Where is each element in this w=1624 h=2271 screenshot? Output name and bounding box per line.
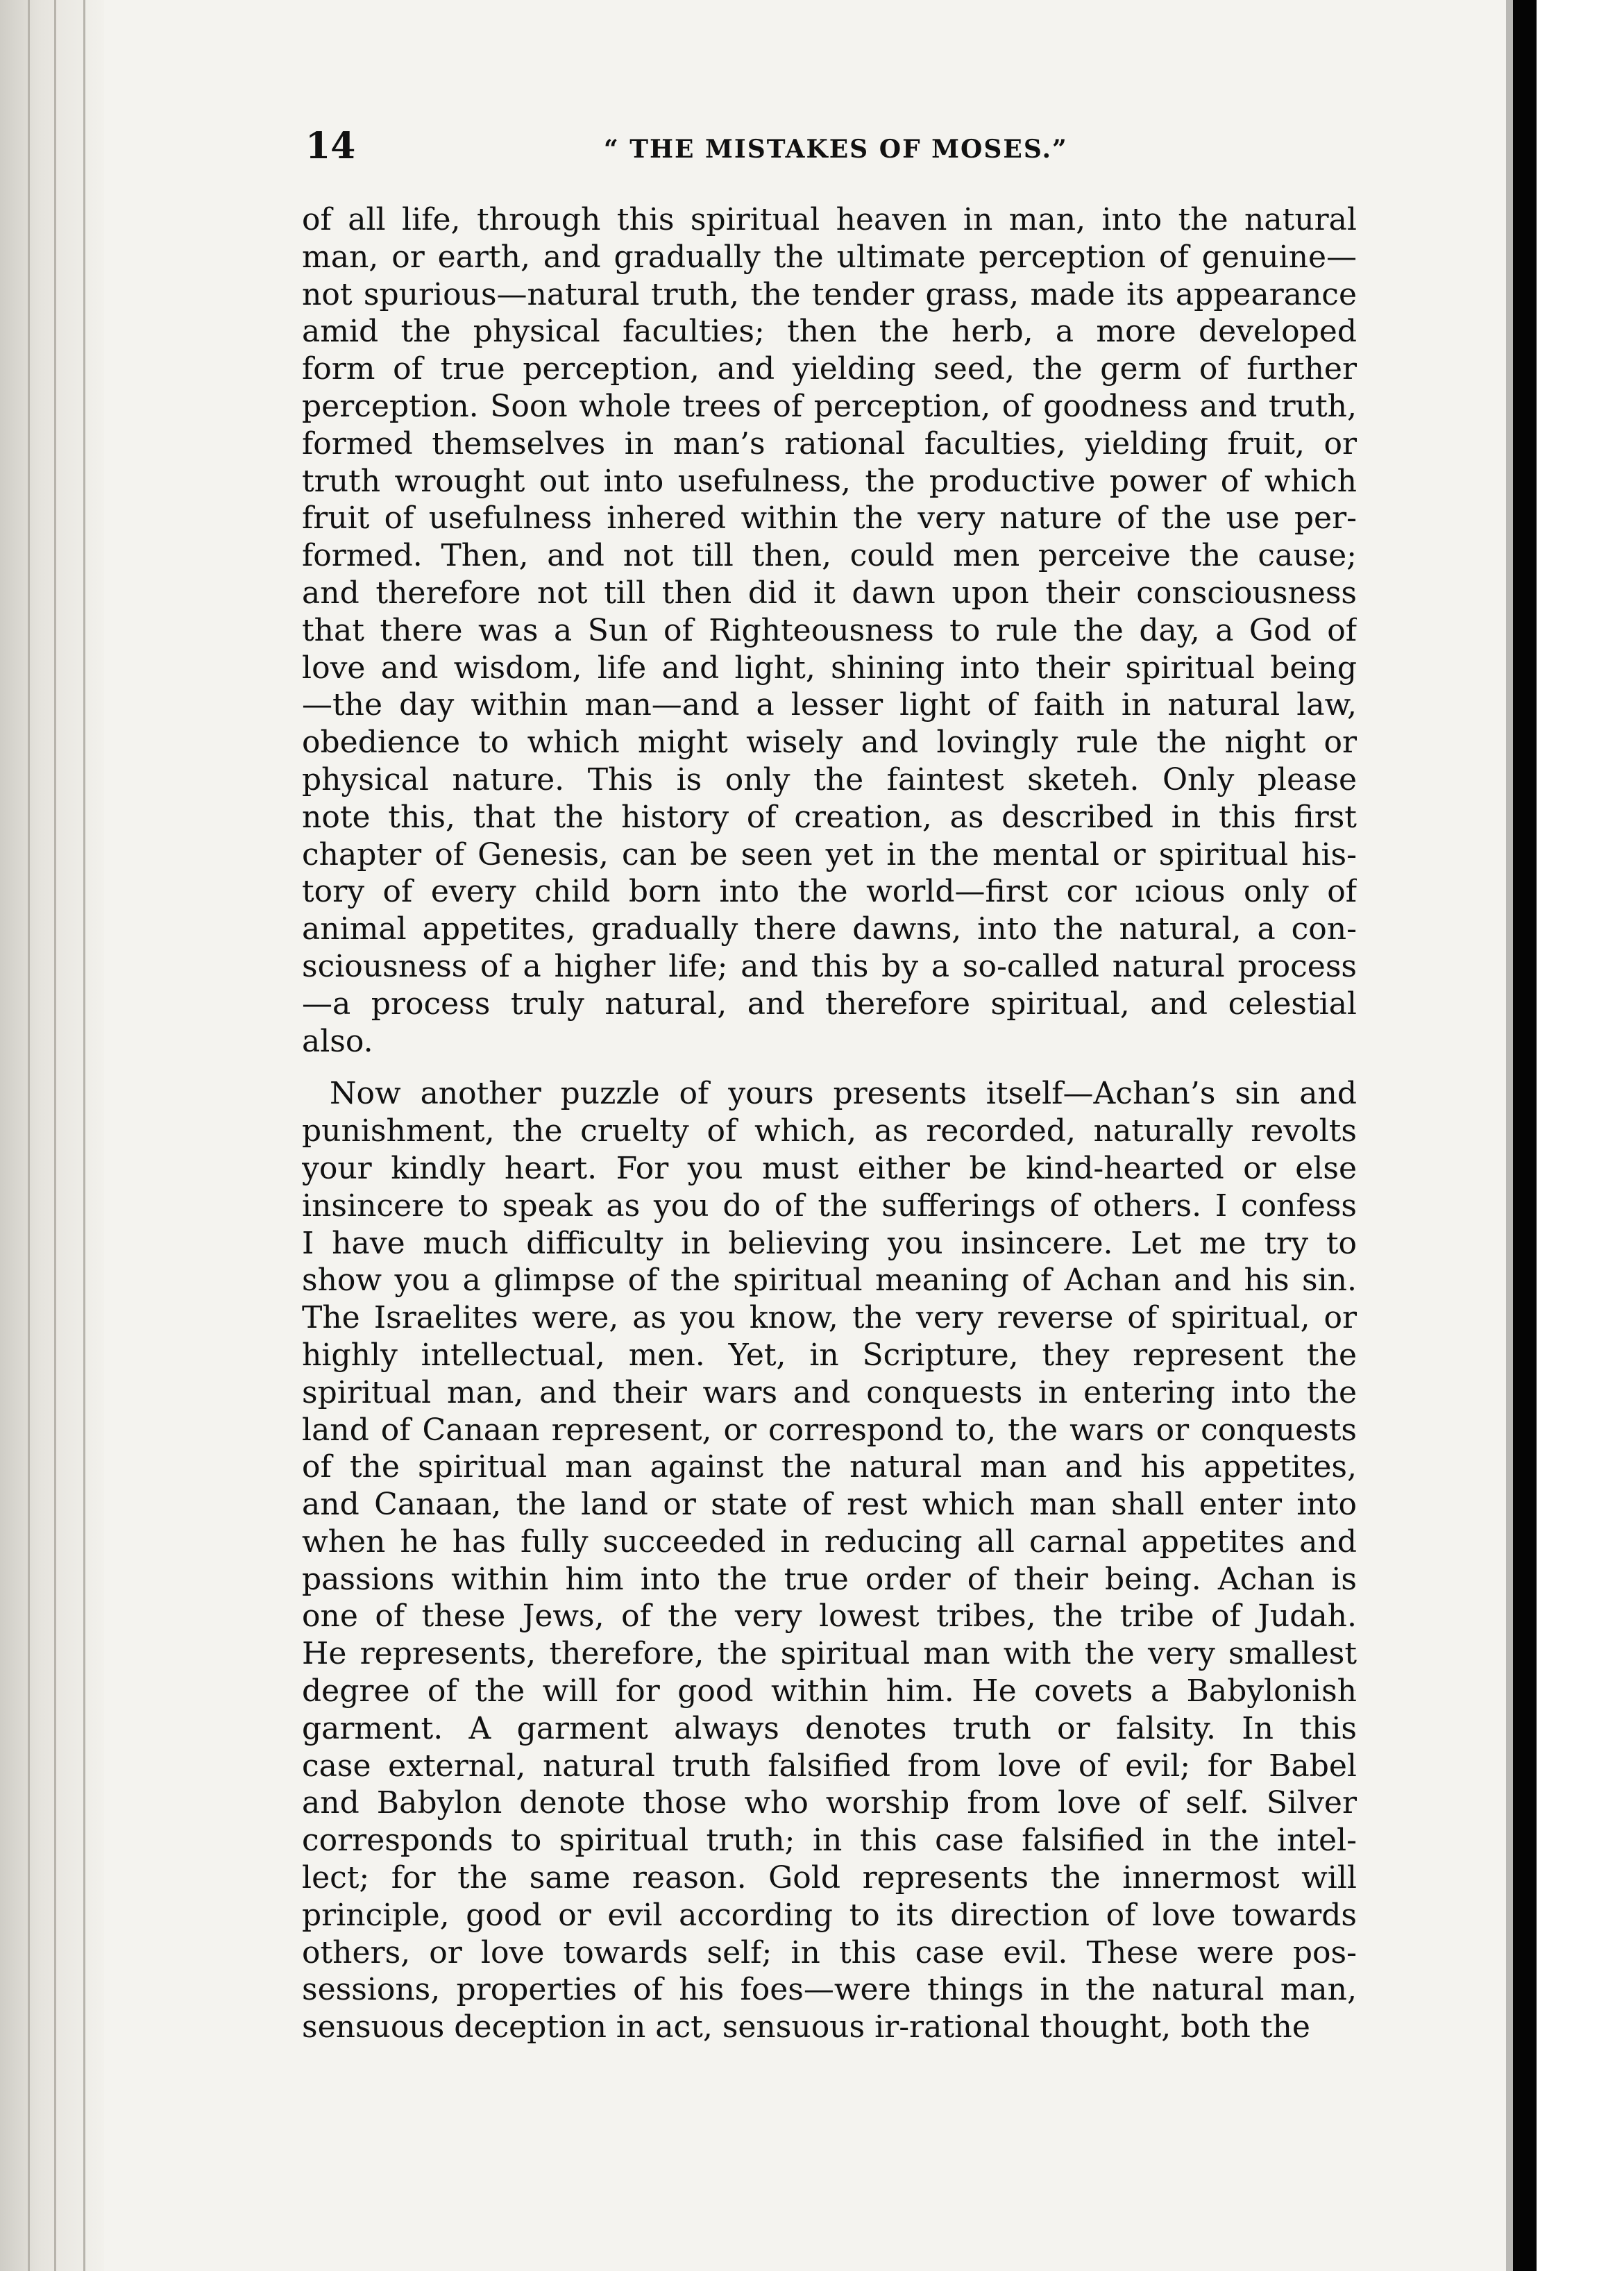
text-line: sessions, properties of his foes—were things in the natural man, <box>302 1972 1357 2008</box>
binding-line <box>83 0 85 2271</box>
paragraph <box>302 201 1357 1060</box>
text-line: formed. Then, and not till then, could men perceive the cause; <box>302 538 1357 574</box>
text-line: lect; for the same reason. Gold represents the innermost will <box>302 1860 1357 1896</box>
binding-line <box>28 0 30 2271</box>
text-line: —the day within man—and a lesser light of faith in natural law, <box>302 687 1357 723</box>
page-number: 14 <box>305 125 356 167</box>
text-line: and Canaan, the land or state of rest which man shall enter into <box>302 1487 1357 1523</box>
text-line: case external, natural truth falsified from love of evil; for Babel <box>302 1748 1357 1784</box>
scan-dark-border <box>1513 0 1537 2271</box>
text-line: not spurious—natural truth, the tender grass, made its appearance <box>302 276 1357 312</box>
text-line: spiritual man, and their wars and conquests in entering into the <box>302 1374 1357 1410</box>
text-line: when he has fully succeeded in reducing all carnal appetites and <box>302 1523 1357 1560</box>
text-line: amid the physical faculties; then the herb, a more developed <box>302 314 1357 350</box>
text-line: animal appetites, gradually there dawns, into the natural, a con- <box>302 911 1357 947</box>
paragraph-gap <box>302 1060 1357 1075</box>
text-line: sensuous deception in act, sensuous ir-rational thought, both the <box>302 2009 1310 2045</box>
text-line: garment. A garment always denotes truth or falsity. In this <box>302 1710 1357 1746</box>
text-line: chapter of Genesis, can be seen yet in the mental or spiritual his- <box>302 836 1357 872</box>
page-header <box>305 125 1360 180</box>
text-line: highly intellectual, men. Yet, in Scripture, they represent the <box>302 1337 1357 1373</box>
text-line: The Israelites were, as you know, the very reverse of spiritual, or <box>302 1300 1357 1336</box>
page-binding-edge <box>0 0 104 2271</box>
scan-right-border <box>1506 0 1624 2271</box>
body-text <box>302 201 1357 2046</box>
text-line: sciousness of a higher life; and this by a so-called natural process <box>302 948 1357 984</box>
text-line: Now another puzzle of yours presents itself—Achan’s sin and <box>330 1076 1357 1112</box>
text-line: and Babylon denote those who worship from love of self. Silver <box>302 1785 1357 1821</box>
text-line: others, or love towards self; in this case evil. These were pos- <box>302 1934 1357 1970</box>
text-line: and therefore not till then did it dawn upon their consciousness <box>302 575 1357 611</box>
text-line: form of true perception, and yielding seed, the germ of further <box>302 351 1357 387</box>
paragraph <box>302 1075 1357 2046</box>
text-line: formed themselves in man’s rational faculties, yielding fruit, or <box>302 425 1357 462</box>
text-line: land of Canaan represent, or correspond to, the wars or conquests <box>302 1412 1357 1448</box>
text-line: corresponds to spiritual truth; in this case falsified in the intel- <box>302 1823 1357 1859</box>
text-line: perception. Soon whole trees of perception, of goodness and truth, <box>302 388 1357 424</box>
running-title: “ THE MISTAKES OF MOSES.” <box>604 135 1068 164</box>
text-line: He represents, therefore, the spiritual man with the very smallest <box>302 1636 1357 1672</box>
text-line: show you a glimpse of the spiritual meaning of Achan and his sin. <box>302 1263 1357 1299</box>
text-line: love and wisdom, life and light, shining into their spiritual being <box>302 650 1357 686</box>
text-line: —a process truly natural, and therefore spiritual, and celestial <box>302 986 1357 1022</box>
text-line: one of these Jews, of the very lowest tribes, the tribe of Judah. <box>302 1598 1357 1635</box>
text-line: physical nature. This is only the faintest sketeh. Only please <box>302 761 1357 797</box>
text-line: note this, that the history of creation, as described in this first <box>302 799 1357 835</box>
text-line: fruit of usefulness inhered within the very nature of the use per- <box>302 500 1357 537</box>
text-line: principle, good or evil according to its direction of love towards <box>302 1897 1357 1933</box>
text-line: also. <box>302 1023 373 1059</box>
text-line: tory of every child born into the world—first cor ıcious only of <box>302 874 1357 910</box>
text-line: obedience to which might wisely and lovingly rule the night or <box>302 725 1357 761</box>
text-line: of all life, through this spiritual heaven in man, into the natural <box>302 202 1357 237</box>
text-line: truth wrought out into usefulness, the productive power of which <box>302 463 1357 499</box>
text-line: insincere to speak as you do of the sufferings of others. I confess <box>302 1188 1357 1224</box>
text-line: degree of the will for good within him. He covets a Babylonish <box>302 1673 1357 1709</box>
text-line: punishment, the cruelty of which, as recorded, naturally revolts <box>302 1113 1357 1149</box>
text-line: passions within him into the true order of their being. Achan is <box>302 1561 1357 1597</box>
page-edge-shadow <box>1506 0 1513 2271</box>
text-line: man, or earth, and gradually the ultimate perception of genuine— <box>302 239 1357 275</box>
text-line: I have much difficulty in believing you insincere. Let me try to <box>302 1225 1357 1261</box>
text-line: your kindly heart. For you must either be kind-hearted or else <box>302 1150 1357 1186</box>
text-line: that there was a Sun of Righteousness to rule the day, a God of <box>302 612 1357 648</box>
text-line: of the spiritual man against the natural man and his appetites, <box>302 1449 1357 1485</box>
binding-line <box>54 0 56 2271</box>
